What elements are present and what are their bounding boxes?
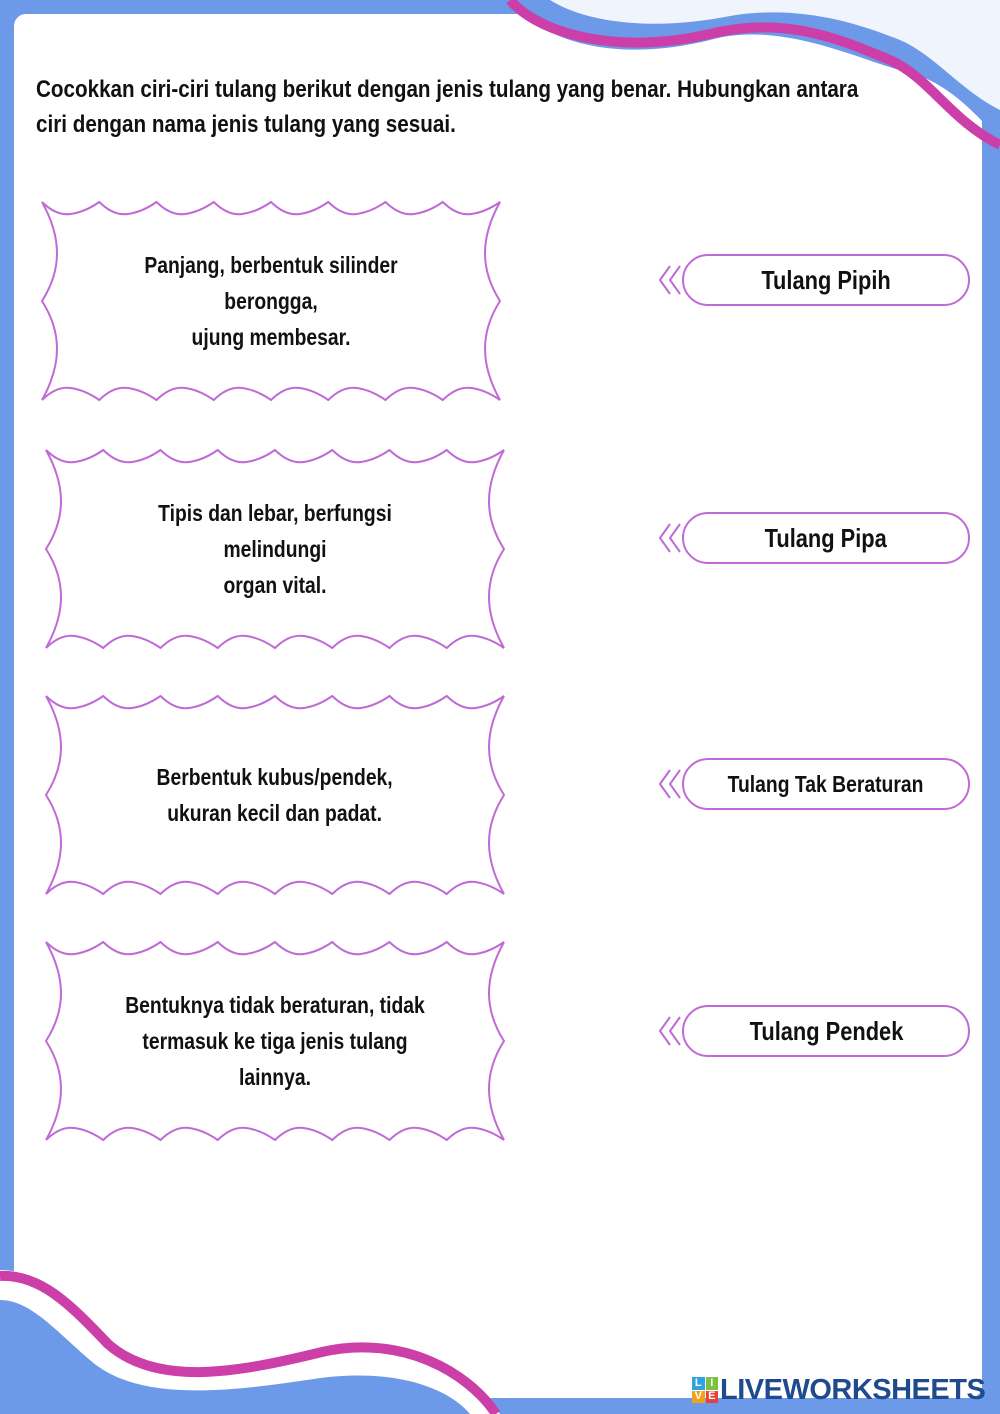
description-card[interactable] [36,196,506,406]
logo-mark-letter: E [706,1391,719,1404]
double-chevron-left-icon [656,520,682,556]
description-text: Tipis dan lebar, berfungsi melindungi organ vital. [158,500,392,598]
logo-mark-letter: L [692,1377,705,1390]
description-text: Berbentuk kubus/pendek, ukuran kecil dan padat. [156,764,394,826]
logo-mark-icon [692,1377,718,1403]
answer-label: Tulang Pendek [749,1015,903,1046]
answer-option[interactable] [656,758,968,810]
description-card[interactable] [40,690,510,900]
description-card[interactable] [40,444,510,654]
liveworksheets-logo [692,1373,985,1407]
answer-label: Tulang Pipih [761,264,891,295]
answer-pill[interactable] [682,1005,970,1057]
double-chevron-left-icon [656,262,682,298]
answer-option[interactable] [656,254,968,306]
answer-label: Tulang Pipa [764,522,888,553]
description-text: Bentuknya tidak beraturan, tidak termasuk ke tiga jenis tulang lainnya. [125,992,425,1090]
logo-mark-letter: I [706,1377,719,1390]
logo-mark-letter: V [692,1391,705,1404]
description-text: Panjang, berbentuk silinder berongga, ujung membesar. [144,252,398,350]
answer-label: Tulang Tak Beraturan [728,770,924,797]
double-chevron-left-icon [656,766,682,802]
answer-pill[interactable] [682,512,970,564]
instruction-text: Cocokkan ciri-ciri tulang berikut dengan jenis tulang yang benar. Hubungkan antara ciri dengan nama jenis tulang yang sesuai. [36,76,859,138]
answer-option[interactable] [656,1005,968,1057]
answer-pill[interactable] [682,254,970,306]
double-chevron-left-icon [656,1013,682,1049]
answer-pill[interactable] [682,758,970,810]
answer-option[interactable] [656,512,968,564]
bottom-wave-decoration [0,1260,520,1414]
description-card[interactable] [40,936,510,1146]
logo-text: LIVEWORKSHEETS [720,1373,986,1406]
